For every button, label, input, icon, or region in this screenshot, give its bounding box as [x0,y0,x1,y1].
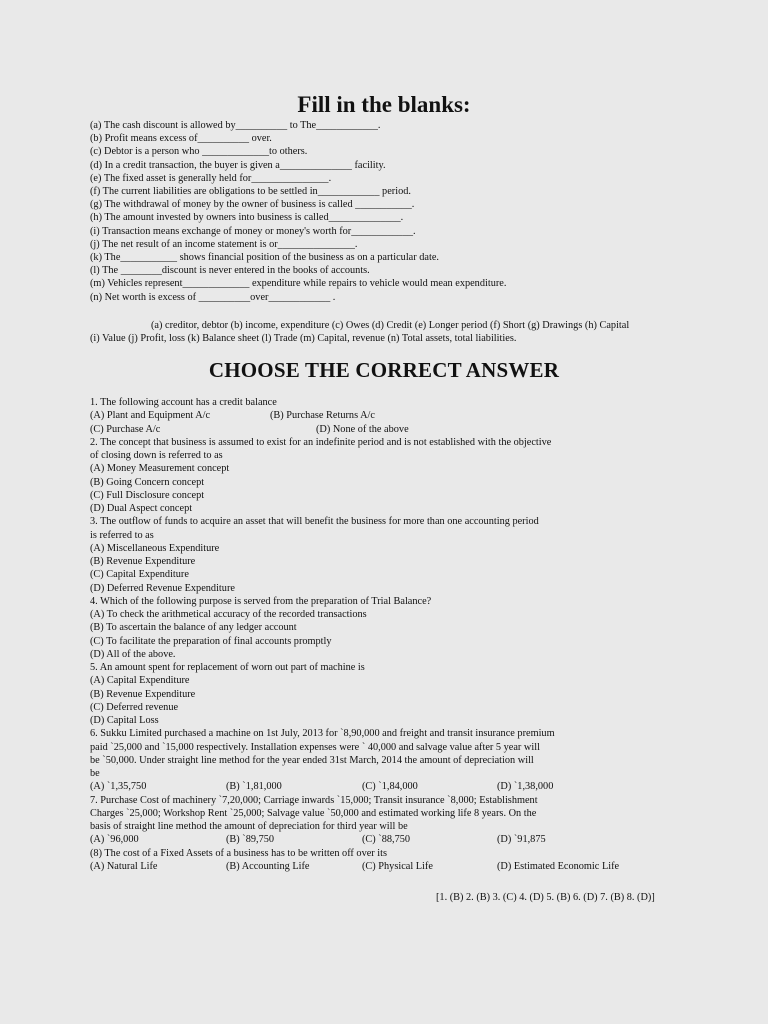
q2-option-c: (C) Full Disclosure concept [90,489,205,501]
q6-option-d: (D) `1,38,000 [497,781,554,793]
fib-item-c: (c) Debtor is a person who _____________to others. [90,146,308,158]
question-1-options-row-2 [90,423,690,436]
q1-option-a: (A) Plant and Equipment A/c [90,410,211,422]
q7-option-a: (A) `96,000 [90,834,139,846]
q5-option-c: (C) Deferred revenue [90,701,179,713]
q8-option-b: (B) Accounting Life [226,860,310,872]
fib-item-e: (e) The fixed asset is generally held for_______________. [90,172,332,184]
fib-item-n: (n) Net worth is excess of __________over____________ . [90,291,336,303]
fib-item-m: (m) Vehicles represent_____________ expenditure while repairs to vehicle would mean expenditure. [90,278,507,290]
fib-item-g: (g) The withdrawal of money by the owner of business is called ___________. [90,199,415,211]
fill-in-blanks-title: Fill in the blanks: [297,92,471,117]
question-7-line-1: 7. Purchase Cost of machinery `7,20,000; Carriage inwards `15,000; Transit insurance `8,000; Establishment [90,794,538,806]
question-8-options [90,860,690,873]
q5-option-a: (A) Capital Expenditure [90,675,190,687]
q5-option-b: (B) Revenue Expenditure [90,688,196,700]
question-3-line-1: 3. The outflow of funds to acquire an asset that will benefit the business for more than one accounting period [90,516,539,528]
q6-option-b: (B) `1,81,000 [226,781,282,793]
question-4: 4. Which of the following purpose is served from the preparation of Trial Balance? [90,595,432,607]
question-8: (8) The cost of a Fixed Assets of a business has to be written off over its [90,847,388,859]
q7-option-d: (D) `91,875 [497,834,546,846]
question-2-line-2: of closing down is referred to as [90,450,223,461]
q7-option-c: (C) `88,750 [362,834,411,846]
fib-item-l: (l) The ________discount is never entered in the books of accounts. [90,265,370,277]
q2-option-d: (D) Dual Aspect concept [90,503,193,514]
q2-option-a: (A) Money Measurement concept [90,463,230,475]
q7-option-b: (B) `89,750 [226,834,275,846]
q6-option-a: (A) `1,35,750 [90,781,147,793]
fib-item-f: (f) The current liabilities are obligations to be settled in____________ period. [90,186,411,198]
q3-option-c: (C) Capital Expenditure [90,569,189,581]
question-3-line-2: is referred to as [90,529,154,541]
q4-option-a: (A) To check the arithmetical accuracy of the recorded transactions [90,609,367,620]
question-6-options [90,780,690,793]
question-7-options [90,833,690,846]
q3-option-d: (D) Deferred Revenue Expenditure [90,582,235,594]
mcq-answer-key: [1. (B) 2. (B) 3. (C) 4. (D) 5. (B) 6. (D) 7. (B) 8. (D)] [436,892,655,903]
q8-option-a: (A) Natural Life [90,860,158,872]
fib-item-h: (h) The amount invested by owners into business is called______________. [90,212,404,224]
question-1: 1. The following account has a credit balance [90,397,277,408]
q4-option-b: (B) To ascertain the balance of any ledger account [90,622,297,634]
question-1-options-row-1 [90,409,690,422]
q6-option-c: (C) `1,84,000 [362,781,418,793]
fill-in-blanks-list [90,119,506,304]
q8-option-d: (D) Estimated Economic Life [497,860,620,872]
q1-option-c: (C) Purchase A/c [90,423,161,435]
q1-option-d: (D) None of the above [316,423,409,435]
q3-option-b: (B) Revenue Expenditure [90,556,196,567]
fib-answer-key-line-2: (i) Value (j) Profit, loss (k) Balance sheet (l) Trade (m) Capital, revenue (n) Total assets, total liabilities. [90,333,517,344]
fib-item-j: (j) The net result of an income statement is or_______________. [90,238,358,250]
q1-option-b: (B) Purchase Returns A/c [270,410,375,422]
q4-option-d: (D) All of the above. [90,648,176,660]
mcq-title: CHOOSE THE CORRECT ANSWER [208,358,560,382]
question-6-line-2: paid `25,000 and `15,000 respectively. Installation expenses were ` 40,000 and salvage value after 5 year will [90,741,540,753]
question-6-line-4: be [90,768,100,779]
q8-option-c: (C) Physical Life [362,860,433,872]
fib-item-b: (b) Profit means excess of__________ over. [90,133,272,145]
fib-item-a: (a) The cash discount is allowed by__________ to The____________. [90,120,381,131]
fib-item-d: (d) In a credit transaction, the buyer is given a______________ facility. [90,159,386,171]
q5-option-d: (D) Capital Loss [90,715,159,726]
q4-option-c: (C) To facilitate the preparation of final accounts promptly [90,635,332,647]
question-5: 5. An amount spent for replacement of worn out part of machine is [90,662,365,673]
fib-answer-key-line-1: (a) creditor, debtor (b) income, expenditure (c) Owes (d) Credit (e) Longer period (f) Short (g) Drawings (h) Capital [151,320,630,331]
question-2-line-1: 2. The concept that business is assumed to exist for an indefinite period and is not established with the objective [90,436,552,448]
question-6-line-1: 6. Sukku Limited purchased a machine on 1st July, 2013 for `8,90,000 and freight and transit insurance premium [90,728,555,740]
mcq-section [90,396,690,873]
question-7-line-2: Charges `25,000; Workshop Rent `25,000; Salvage value `50,000 and estimated working life 8 years. On the [90,807,537,819]
fib-item-k: (k) The___________ shows financial position of the business as on a particular date. [90,252,439,264]
question-6-line-3: be `50,000. Under straight line method for the year ended 31st March, 2014 the amount of depreciation will [90,754,534,766]
q2-option-b: (B) Going Concern concept [90,476,205,488]
question-7-line-3: basis of straight line method the amount of depreciation for third year will be [90,821,408,832]
fib-item-i: (i) Transaction means exchange of money or money's worth for____________. [90,225,416,237]
q3-option-a: (A) Miscellaneous Expenditure [90,542,220,554]
